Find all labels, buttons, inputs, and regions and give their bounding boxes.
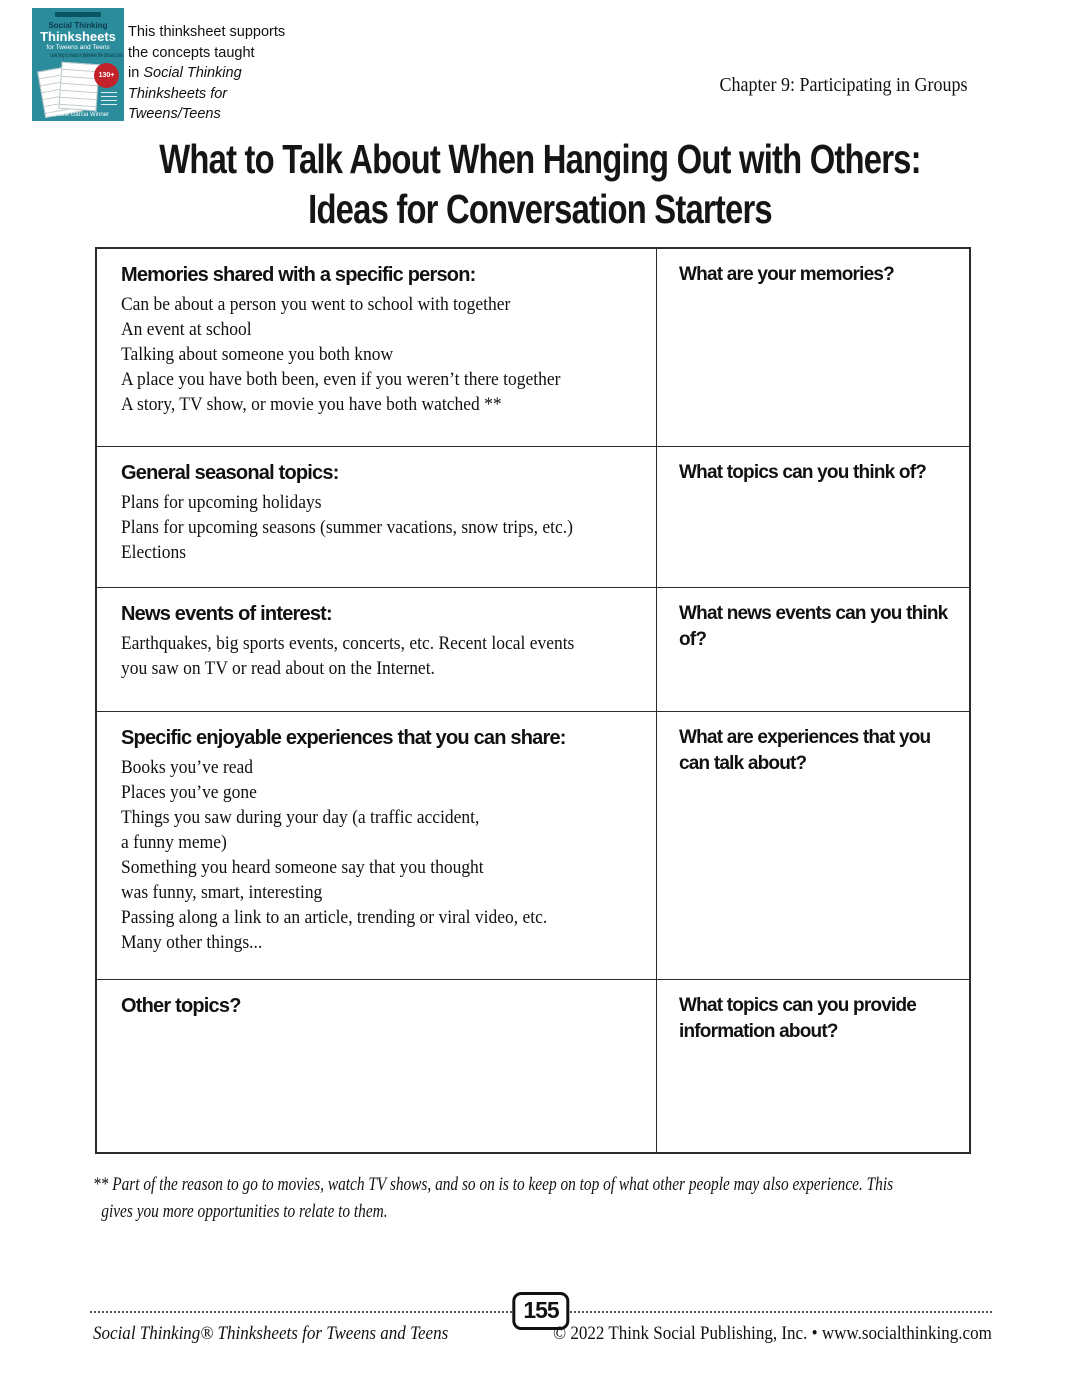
prompt-cell — [657, 980, 969, 1152]
topic-heading: Memories shared with a specific person: — [121, 264, 476, 286]
support-note-line: the concepts taught — [128, 44, 255, 61]
prompt-cell — [657, 588, 969, 711]
topic-example-line: Earthquakes, big sports events, concerts, etc. Recent local events — [121, 633, 575, 654]
worksheet-paper-icon — [58, 62, 99, 112]
page-title — [0, 134, 1080, 234]
topic-example-line: you saw on TV or read about on the Internet. — [121, 658, 435, 679]
topic-example-line: An event at school — [121, 319, 252, 340]
topic-cell — [97, 249, 657, 446]
cover-subtitle-text: for Tweens and Teens — [46, 44, 110, 51]
prompt-text: What are experiences that you can talk about? — [679, 727, 931, 774]
topic-example-line: Many other things... — [121, 932, 263, 953]
topic-example-line: Places you’ve gone — [121, 782, 257, 803]
topic-heading: News events of interest: — [121, 603, 332, 625]
footer-dotted-rule — [90, 1297, 992, 1323]
footnote-line1: ** Part of the reason to go to movies, watch TV shows, and so on is to keep on top of what other people may also experience. This — [93, 1175, 894, 1195]
topic-example-line: Elections — [121, 542, 187, 563]
topic-heading: Specific enjoyable experiences that you can share: — [121, 727, 566, 749]
cover-tagline-text: Learning to Read in Between the Social Lines — [50, 53, 124, 59]
topic-example-line: Things you saw during your day (a traffic accident, — [121, 807, 480, 828]
topic-example-line: Passing along a link to an article, trending or viral video, etc. — [121, 907, 548, 928]
prompt-text: What are your memories? — [679, 264, 894, 285]
table-row — [97, 588, 969, 712]
prompt-cell — [657, 712, 969, 979]
topic-cell — [97, 588, 657, 711]
footer-copyright: © 2022 Think Social Publishing, Inc. • www.socialthinking.com — [553, 1324, 992, 1344]
topic-cell — [97, 980, 657, 1152]
table-row — [97, 712, 969, 980]
topics-table — [95, 247, 971, 1154]
page-title-line1: What to Talk About When Hanging Out with Others: — [159, 136, 921, 182]
footnote — [93, 1172, 1003, 1226]
footnote-line2: gives you more opportunities to relate to them. — [101, 1202, 388, 1222]
topic-heading: General seasonal topics: — [121, 462, 339, 484]
cover-brand-text: Social Thinking — [48, 21, 108, 30]
topic-example-line: Plans for upcoming holidays — [121, 492, 322, 513]
book-cover-image — [32, 8, 124, 121]
prompt-text: What topics can you provide information about? — [679, 995, 917, 1042]
page-number-badge: 155 — [512, 1292, 569, 1330]
table-row — [97, 447, 969, 588]
prompt-cell — [657, 249, 969, 446]
cover-author-text: Michelle Garcia Winner — [46, 112, 110, 118]
table-row — [97, 980, 969, 1152]
prompt-text: What topics can you think of? — [679, 462, 927, 483]
page-title-line2: Ideas for Conversation Starters — [308, 186, 772, 232]
topic-cell — [97, 447, 657, 587]
chapter-header: Chapter 9: Participating in Groups — [720, 74, 968, 96]
cover-bullet-list — [101, 92, 117, 106]
topic-example-line: A story, TV show, or movie you have both watched ** — [121, 394, 502, 415]
cover-top-banner — [55, 12, 101, 17]
prompt-cell — [657, 447, 969, 587]
support-note-line: This thinksheet supports — [128, 24, 286, 40]
topic-example-line: Plans for upcoming seasons (summer vacations, snow trips, etc.) — [121, 517, 573, 538]
cover-title-text: Thinksheets — [40, 29, 116, 44]
topic-example-line: Books you’ve read — [121, 757, 254, 778]
prompt-text: What news events can you think of? — [679, 603, 948, 650]
support-note-line: Tweens/Teens — [128, 106, 221, 122]
topic-heading: Other topics? — [121, 995, 241, 1017]
topic-example-line: was funny, smart, interesting — [121, 882, 323, 903]
topic-example-line: Something you heard someone say that you thought — [121, 857, 484, 878]
topic-example-line: Talking about someone you both know — [121, 344, 394, 365]
topic-example-line: Can be about a person you went to school with together — [121, 294, 511, 315]
table-row — [97, 249, 969, 447]
topic-cell — [97, 712, 657, 979]
footer — [93, 1324, 992, 1345]
support-note — [128, 22, 285, 125]
topic-example-line: A place you have both been, even if you weren’t there together — [121, 369, 561, 390]
support-note-line: Thinksheets for — [128, 85, 228, 102]
topic-example-line: a funny meme) — [121, 832, 227, 853]
support-note-line: in Social Thinking — [128, 65, 242, 81]
footer-book-title: Social Thinking® Thinksheets for Tweens and Teens — [93, 1324, 449, 1344]
cover-count-badge: 130+ — [94, 63, 119, 88]
